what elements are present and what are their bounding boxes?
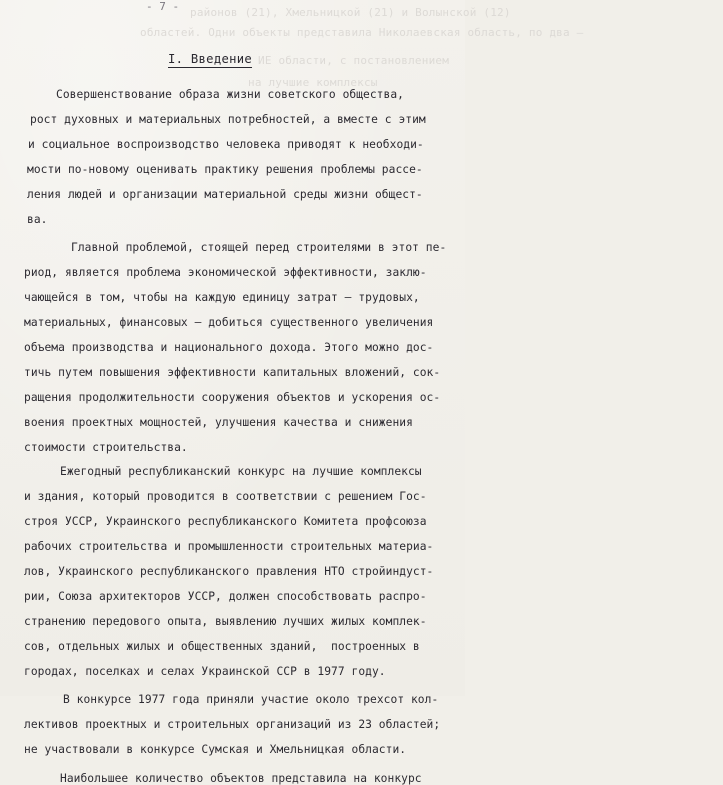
- text-line: Наибольшее количество объектов представила на конкурс: [60, 772, 422, 785]
- text-line: строя УССР, Украинского республиканского Комитета профсоюза: [24, 515, 427, 528]
- text-line: чающейся в том, чтобы на каждую единицу затрат – трудовых,: [24, 291, 420, 304]
- text-line: ления людей и организации материальной среды жизни общест-: [27, 188, 423, 201]
- text-line: В конкурсе 1977 года приняли участие около трехсот кол-: [63, 693, 439, 706]
- text-line: лективов проектных и строительных организаций из 23 областей;: [24, 718, 441, 731]
- bleed-through-line: областей. Одни объекты представила Николаевская область, по два –: [140, 26, 584, 39]
- text-line: объема производства и национального дохода. Этого можно дос-: [24, 341, 434, 354]
- text-line: и здания, который проводится в соответствии с решением Гос-: [24, 490, 427, 503]
- text-line: мости по-новому оценивать практику решения проблемы рассе-: [27, 163, 423, 176]
- text-line: сов, отдельных жилых и общественных зданий, построенных в: [24, 640, 420, 653]
- text-line: ва.: [27, 213, 48, 226]
- text-line: лов, Украинского республиканского правления НТО стройиндуст-: [24, 565, 434, 578]
- text-line: Главной проблемой, стоящей перед строителями в этот пе-: [71, 241, 447, 254]
- text-line: городах, поселках и селах Украинской ССР в 1977 году.: [24, 665, 386, 678]
- page-number: - 7 -: [146, 0, 180, 13]
- text-line: воения проектных мощностей, улучшения качества и снижения: [24, 416, 413, 429]
- text-line: Ежегодный республиканский конкурс на лучшие комплексы: [60, 465, 422, 478]
- bleed-through-line: районов (21), Хмельницкой (21) и Волынской (12): [190, 6, 511, 19]
- section-heading: I. Введение: [168, 52, 253, 66]
- text-line: материальных, финансовых – добиться существенного увеличения: [24, 316, 434, 329]
- text-line: рост духовных и материальных потребностей, а вместе с этим: [30, 113, 426, 126]
- text-line: ращения продолжительности сооружения объектов и ускорения ос-: [24, 391, 441, 404]
- bleed-through-line: ИЕ области, с постановлением: [258, 54, 450, 67]
- text-line: и социальное воспроизводство человека приводят к необходи-: [28, 138, 424, 151]
- text-line: стоимости строительства.: [24, 441, 188, 454]
- text-line: рии, Союза архитекторов УССР, должен способствовать распро-: [24, 590, 427, 603]
- text-line: рабочих строительства и промышленности строительных материа-: [24, 540, 434, 553]
- text-line: не участвовали в конкурсе Сумская и Хмельницкая области.: [24, 743, 407, 756]
- text-line: тичь путем повышения эффективности капитальных вложений, сок-: [24, 366, 441, 379]
- bleed-through-line: на лучшие комплексы: [248, 76, 378, 89]
- text-line: Совершенствование образа жизни советского общества,: [56, 88, 404, 101]
- text-line: странению передового опыта, выявлению лучших жилых комплек-: [24, 615, 427, 628]
- text-line: риод, является проблема экономической эффективности, заклю-: [24, 266, 427, 279]
